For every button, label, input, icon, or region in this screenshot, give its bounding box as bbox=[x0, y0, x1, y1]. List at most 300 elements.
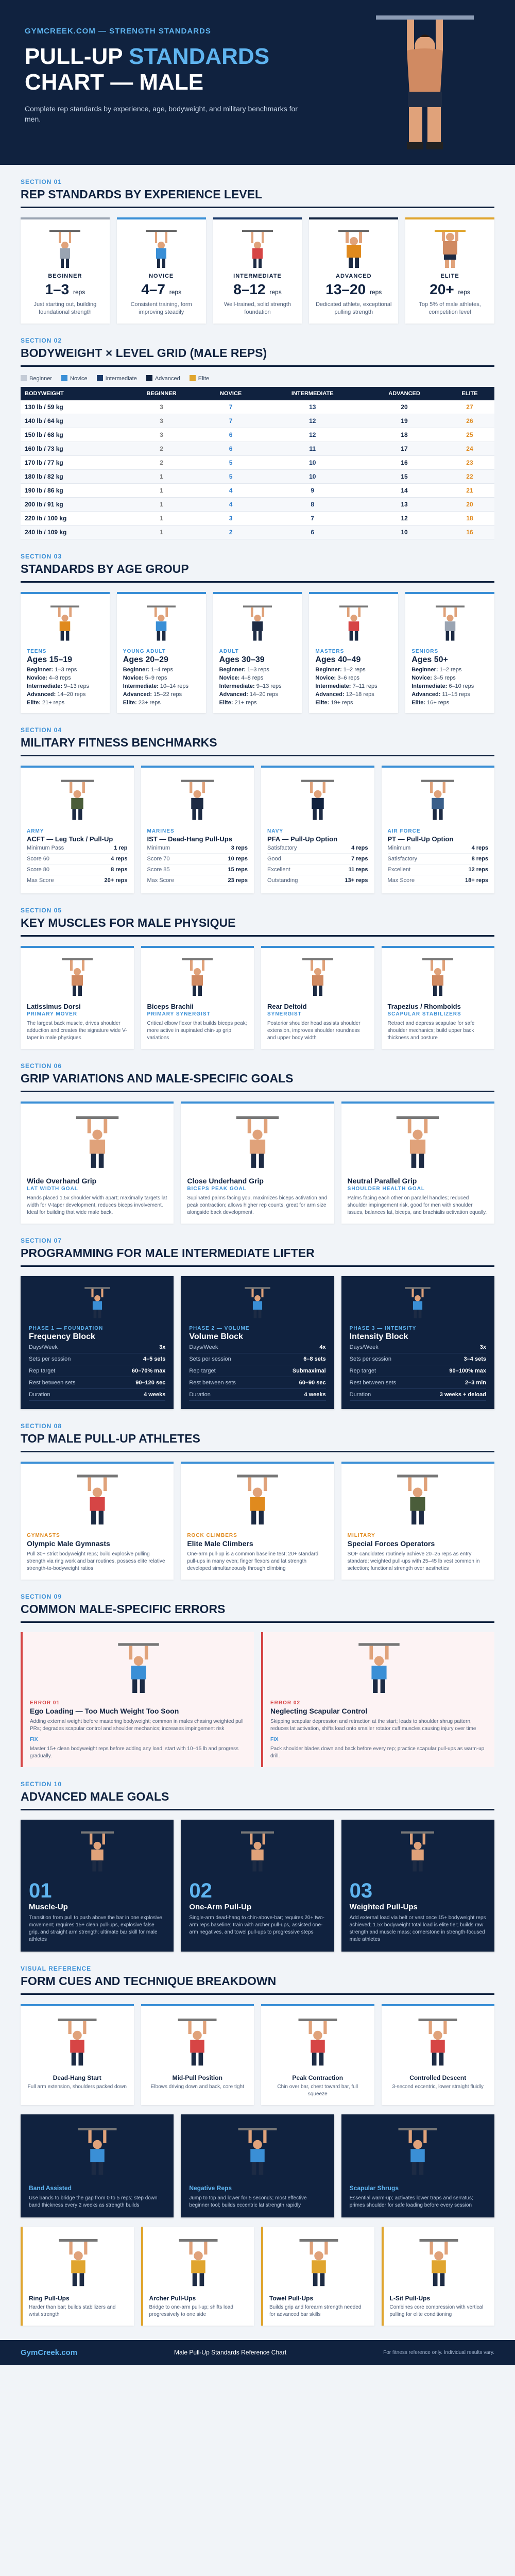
grip-desc: Hands placed 1.5x shoulder width apart; maximally targets lat width for V-taper development, reduces biceps involvement. Ideal for building that wide male back. bbox=[27, 1195, 167, 1215]
phase-row-label: Rep target bbox=[189, 1368, 216, 1374]
cue-name: Mid-Pull Position bbox=[172, 2074, 222, 2081]
benchmark-value: 8 reps bbox=[471, 856, 488, 862]
fix-desc: Master 15+ clean bodyweight reps before adding any load; start with 10–15 lb and progress gradually. bbox=[30, 1746, 238, 1759]
age-standard bbox=[27, 691, 104, 698]
benchmark-label: Score 85 bbox=[147, 867, 170, 873]
reps-cell: 2 bbox=[123, 456, 200, 470]
variation-desc: Combines core compression with vertical pulling for elite conditioning bbox=[389, 2304, 484, 2317]
benchmark-value: 3 reps bbox=[231, 845, 248, 851]
table-row bbox=[21, 456, 494, 470]
age-standard bbox=[27, 683, 104, 689]
muscle-cards bbox=[21, 946, 494, 1049]
error-tag: ERROR 02 bbox=[270, 1700, 301, 1706]
standard-level: Beginner: bbox=[219, 667, 246, 673]
standard-reps: 1–4 reps bbox=[149, 667, 174, 673]
phase-row bbox=[29, 1353, 165, 1365]
age-standard bbox=[411, 691, 488, 698]
legend-item: Beginner bbox=[21, 375, 52, 382]
goal-cards bbox=[21, 1820, 494, 1952]
progression-illustration bbox=[29, 2123, 165, 2179]
cue-name: Controlled Descent bbox=[409, 2074, 467, 2081]
reps-cell: 1 bbox=[123, 484, 200, 498]
benchmark-row bbox=[27, 854, 128, 865]
standard-level: Advanced: bbox=[27, 691, 56, 698]
table-row bbox=[21, 470, 494, 484]
phase-row-label: Duration bbox=[29, 1392, 50, 1398]
column-header: BEGINNER bbox=[123, 387, 200, 400]
goal-illustration bbox=[29, 1828, 165, 1874]
phase-row bbox=[189, 1365, 325, 1377]
age-illustration bbox=[219, 601, 296, 645]
error-tag: ERROR 01 bbox=[30, 1700, 60, 1706]
bodyweight-cell: 140 lb / 64 kg bbox=[21, 414, 123, 428]
grip-name: Wide Overhand Grip bbox=[27, 1177, 97, 1185]
age-standard bbox=[315, 675, 392, 681]
error-desc: Adding external weight before mastering bodyweight; common in males chasing weighted pull PRs; degrades scapular control and shoulder mechanics; increases impingement risk bbox=[30, 1719, 244, 1732]
athlete-illustration bbox=[187, 1471, 328, 1528]
standard-reps: 3–6 reps bbox=[336, 675, 360, 681]
benchmark-row bbox=[147, 843, 248, 854]
athlete-name: Olympic Male Gymnasts bbox=[27, 1539, 110, 1548]
age-standard bbox=[411, 675, 488, 681]
bodyweight-cell: 200 lb / 91 kg bbox=[21, 498, 123, 512]
table-row bbox=[21, 442, 494, 456]
variation-name: L-Sit Pull-Ups bbox=[389, 2295, 431, 2302]
fix-label: FIX bbox=[270, 1737, 279, 1742]
age-range: Ages 15–19 bbox=[27, 655, 73, 664]
reps-cell: 18 bbox=[445, 512, 494, 526]
progression-card bbox=[181, 2114, 334, 2217]
section-title: GRIP VARIATIONS AND MALE-SPECIFIC GOALS bbox=[21, 1072, 494, 1092]
reps-cell: 14 bbox=[364, 484, 445, 498]
standard-reps: 3–5 reps bbox=[432, 675, 456, 681]
age-card bbox=[213, 592, 302, 713]
age-standard bbox=[123, 675, 200, 681]
athlete-category: ROCK CLIMBERS bbox=[187, 1533, 237, 1538]
goal-name: Weighted Pull-Ups bbox=[349, 1903, 418, 1911]
cue-illustration bbox=[388, 2013, 489, 2070]
standard-level: Elite: bbox=[123, 700, 137, 706]
level-reps: 4–7 reps bbox=[141, 281, 182, 297]
form-cue-card bbox=[141, 2004, 254, 2105]
phase-name: Intensity Block bbox=[349, 1332, 408, 1341]
standard-level: Novice: bbox=[411, 675, 432, 681]
reps-cell: 27 bbox=[445, 400, 494, 414]
phase-row-value: 4 weeks bbox=[144, 1392, 166, 1398]
form-cue-card bbox=[261, 2004, 374, 2105]
phase-name: Volume Block bbox=[189, 1332, 243, 1341]
standard-level: Advanced: bbox=[315, 691, 345, 698]
reps-cell: 4 bbox=[200, 498, 261, 512]
grip-name: Neutral Parallel Grip bbox=[347, 1177, 417, 1185]
bodyweight-cell: 180 lb / 82 kg bbox=[21, 470, 123, 484]
age-tag: YOUNG ADULT bbox=[123, 649, 166, 654]
table-row bbox=[21, 414, 494, 428]
standard-level: Elite: bbox=[219, 700, 233, 706]
muscle-name: Biceps Brachii bbox=[147, 1003, 194, 1010]
standard-level: Intermediate: bbox=[315, 683, 351, 689]
athlete-icon bbox=[61, 777, 94, 822]
grip-goal: LAT WIDTH GOAL bbox=[27, 1186, 78, 1192]
muscle-illustration bbox=[27, 955, 128, 998]
level-cards bbox=[21, 217, 494, 324]
phase-name: Frequency Block bbox=[29, 1332, 95, 1341]
table-row bbox=[21, 428, 494, 442]
reps-cell: 23 bbox=[445, 456, 494, 470]
progression-cards bbox=[21, 2114, 494, 2217]
table-header-row bbox=[21, 387, 494, 400]
goal-card bbox=[341, 1820, 494, 1952]
benchmark-value: 13+ reps bbox=[345, 877, 368, 884]
test-name: ACFT — Leg Tuck / Pull-Up bbox=[27, 835, 113, 843]
athlete-name: Elite Male Climbers bbox=[187, 1539, 253, 1548]
grid-legend bbox=[21, 375, 494, 382]
phase-row-label: Sets per session bbox=[189, 1356, 231, 1362]
phase-tag: PHASE 3 — INTENSITY bbox=[349, 1326, 417, 1331]
standard-reps: 15–22 reps bbox=[152, 691, 182, 698]
column-header: NOVICE bbox=[200, 387, 261, 400]
phase-row-value: 2–3 min bbox=[465, 1380, 486, 1386]
section-age-groups bbox=[0, 539, 515, 713]
standard-reps: 9–13 reps bbox=[62, 683, 90, 689]
athlete-category: MILITARY bbox=[347, 1533, 375, 1538]
benchmark-row bbox=[147, 875, 248, 886]
athlete-icon bbox=[238, 2125, 277, 2177]
bodyweight-cell: 240 lb / 109 kg bbox=[21, 526, 123, 539]
standard-reps: 11–15 reps bbox=[440, 691, 470, 698]
standard-reps: 4–8 reps bbox=[47, 675, 71, 681]
progression-card bbox=[341, 2114, 494, 2217]
age-card bbox=[21, 592, 110, 713]
cue-desc: Elbows driving down and back, core tight bbox=[150, 2084, 244, 2090]
athlete-icon bbox=[298, 2016, 337, 2067]
age-standard bbox=[219, 675, 296, 681]
reps-cell: 22 bbox=[445, 470, 494, 484]
reps-cell: 13 bbox=[364, 498, 445, 512]
standard-level: Beginner: bbox=[315, 667, 342, 673]
cue-illustration bbox=[27, 2013, 128, 2070]
phase-row-label: Days/Week bbox=[349, 1344, 379, 1350]
standard-reps: 19+ reps bbox=[329, 700, 353, 706]
standard-reps: 9–13 reps bbox=[254, 683, 282, 689]
muscle-illustration bbox=[267, 955, 368, 998]
goal-number: 03 bbox=[349, 1879, 373, 1902]
goal-desc: Transition from pull to push above the bar in one explosive movement; requires 15+ clean pull-ups, explosive false grip, and straight arm strength; ultimate bar skill for male athletes bbox=[29, 1915, 162, 1942]
military-card bbox=[261, 766, 374, 893]
phase-card bbox=[21, 1276, 174, 1409]
benchmark-label: Score 80 bbox=[27, 867, 50, 873]
reps-cell: 9 bbox=[261, 484, 364, 498]
muscle-desc: The largest back muscle, drives shoulder adduction and creates the signature wide V-taper in male physiques bbox=[27, 1021, 127, 1041]
benchmark-label: Minimum bbox=[387, 845, 411, 851]
level-card-intermediate bbox=[213, 217, 302, 324]
test-name: IST — Dead-Hang Pull-Ups bbox=[147, 835, 232, 843]
benchmark-label: Excellent bbox=[267, 867, 290, 873]
title-accent: STANDARDS bbox=[129, 44, 270, 69]
level-reps: 8–12 reps bbox=[233, 281, 282, 297]
athlete-icon bbox=[339, 603, 368, 642]
variation-illustration bbox=[149, 2234, 248, 2291]
standard-level: Advanced: bbox=[219, 691, 248, 698]
variation-desc: Harder than bar; builds stabilizers and wrist strength bbox=[29, 2304, 116, 2317]
reps-cell: 3 bbox=[123, 428, 200, 442]
benchmark-value: 11 reps bbox=[348, 867, 368, 873]
bodyweight-cell: 220 lb / 100 kg bbox=[21, 512, 123, 526]
standard-reps: 1–2 reps bbox=[341, 667, 366, 673]
phase-row-value: 3x bbox=[479, 1344, 486, 1350]
phase-row bbox=[350, 1365, 486, 1377]
muscle-illustration bbox=[147, 955, 248, 998]
section-bodyweight-grid bbox=[0, 324, 515, 539]
athlete-icon bbox=[77, 1472, 118, 1527]
reps-cell: 24 bbox=[445, 442, 494, 456]
brand-label: GYMCREEK.COM — STRENGTH STANDARDS bbox=[25, 27, 211, 36]
cue-desc: 3-second eccentric, lower straight fluidly bbox=[392, 2084, 484, 2090]
goal-desc: Add external load via belt or vest once 15+ bodyweight reps achieved; 1.5x bodyweight total load is elite tier; builds raw strength and muscle mass; cornerstone in strength-focused male athletes bbox=[349, 1915, 486, 1942]
benchmark-value: 15 reps bbox=[228, 867, 248, 873]
muscle-desc: Posterior shoulder head assists shoulder extension, improves shoulder roundness and upper body width bbox=[267, 1021, 360, 1041]
legend-item: Advanced bbox=[146, 375, 180, 382]
phase-tag: PHASE 1 — FOUNDATION bbox=[29, 1326, 104, 1331]
age-tag: SENIORS bbox=[411, 649, 439, 654]
age-standard bbox=[411, 667, 488, 673]
athlete-icon bbox=[59, 2236, 98, 2288]
athlete-icon bbox=[237, 1472, 278, 1527]
level-name: ADVANCED bbox=[336, 273, 372, 279]
standard-level: Advanced: bbox=[123, 691, 152, 698]
age-range: Ages 20–29 bbox=[123, 655, 168, 664]
military-illustration bbox=[147, 775, 248, 824]
military-card bbox=[21, 766, 134, 893]
benchmark-label: Satisfactory bbox=[387, 856, 417, 862]
benchmark-row bbox=[147, 854, 248, 865]
legend-item: Elite bbox=[190, 375, 209, 382]
level-card-elite bbox=[405, 217, 494, 324]
standard-level: Novice: bbox=[219, 675, 240, 681]
level-name: INTERMEDIATE bbox=[233, 273, 282, 279]
reps-cell: 4 bbox=[200, 484, 261, 498]
bodyweight-cell: 170 lb / 77 kg bbox=[21, 456, 123, 470]
section-label: SECTION 05 bbox=[21, 907, 62, 914]
level-name: BEGINNER bbox=[48, 273, 82, 279]
phase-row-label: Days/Week bbox=[189, 1344, 218, 1350]
reps-cell: 15 bbox=[364, 470, 445, 484]
age-standard bbox=[411, 683, 488, 689]
phase-row-value: 6–8 sets bbox=[303, 1356, 326, 1362]
athlete-icon bbox=[421, 777, 454, 822]
athlete-icon bbox=[179, 2236, 218, 2288]
age-standard bbox=[27, 700, 104, 706]
standard-reps: 14–20 reps bbox=[248, 691, 278, 698]
level-card-advanced bbox=[309, 217, 398, 324]
benchmark-row bbox=[267, 843, 368, 854]
grip-illustration bbox=[348, 1111, 488, 1173]
goal-desc: Single-arm dead-hang to chin-above-bar; requires 20+ two-arm reps baseline; train with archer pull-ups, assisted one-arm negatives, and towel pull-ups to progressive steps bbox=[189, 1915, 324, 1935]
column-header: INTERMEDIATE bbox=[261, 387, 364, 400]
level-reps: 20+ reps bbox=[430, 281, 470, 297]
athlete-desc: SOF candidates routinely achieve 20–25 reps as entry standard; weighted pull-ups with 25–45 lb vest common in selection; functional strength over aesthetics bbox=[347, 1551, 480, 1571]
phase-row-value: 4x bbox=[319, 1344, 326, 1350]
age-tag: MASTERS bbox=[315, 649, 345, 654]
grip-cards bbox=[21, 1101, 494, 1224]
level-card-novice bbox=[117, 217, 206, 324]
phase-row bbox=[350, 1342, 486, 1353]
section-label: SECTION 02 bbox=[21, 337, 62, 344]
lifter-icon bbox=[146, 228, 177, 269]
progression-illustration bbox=[189, 2123, 325, 2179]
footer-brand[interactable]: GymCreek.com bbox=[21, 2348, 78, 2357]
level-card-beginner bbox=[21, 217, 110, 324]
error-name: Ego Loading — Too Much Weight Too Soon bbox=[30, 1707, 179, 1715]
athlete-icon bbox=[245, 1285, 270, 1319]
grip-desc: Palms facing each other on parallel handles; reduced shoulder impingement risk, good for men with shoulder issues, balances lat, biceps, and brachialis activation equally. bbox=[347, 1195, 487, 1215]
level-desc: Well-trained, solid strength foundation bbox=[224, 301, 291, 315]
bodyweight-cell: 130 lb / 59 kg bbox=[21, 400, 123, 414]
age-tag: TEENS bbox=[27, 649, 47, 654]
benchmark-value: 10 reps bbox=[228, 856, 248, 862]
form-cue-card bbox=[382, 2004, 495, 2105]
cue-illustration bbox=[267, 2013, 368, 2070]
benchmark-row bbox=[388, 843, 489, 854]
athlete-icon bbox=[301, 777, 334, 822]
standard-level: Intermediate: bbox=[219, 683, 255, 689]
level-desc: Just starting out, building foundational strength bbox=[33, 301, 97, 315]
age-standard bbox=[315, 683, 392, 689]
age-range: Ages 50+ bbox=[411, 655, 448, 664]
age-cards bbox=[21, 592, 494, 713]
athlete-illustration bbox=[27, 1471, 167, 1528]
phase-row-label: Rest between sets bbox=[189, 1380, 236, 1386]
athlete-icon bbox=[147, 603, 176, 642]
reps-cell: 1 bbox=[123, 512, 200, 526]
benchmark-value: 12 reps bbox=[468, 867, 488, 873]
reps-cell: 2 bbox=[200, 526, 261, 539]
progression-card bbox=[21, 2114, 174, 2217]
reps-cell: 3 bbox=[200, 512, 261, 526]
grip-illustration bbox=[27, 1111, 167, 1173]
variation-desc: Bridge to one-arm pull-up; shifts load progressively to one side bbox=[149, 2304, 233, 2317]
form-cue-card bbox=[21, 2004, 134, 2105]
branch-name: ARMY bbox=[27, 828, 44, 834]
section-programming bbox=[0, 1224, 515, 1409]
table-row bbox=[21, 400, 494, 414]
goal-card bbox=[21, 1820, 174, 1952]
muscle-card bbox=[141, 946, 254, 1049]
athlete-card bbox=[341, 1462, 494, 1580]
error-name: Neglecting Scapular Control bbox=[270, 1707, 368, 1715]
footer-disclaimer: For fitness reference only. Individual results vary. bbox=[383, 2349, 494, 2355]
benchmark-label: Score 70 bbox=[147, 856, 170, 862]
standard-level: Beginner: bbox=[411, 667, 438, 673]
section-title: STANDARDS BY AGE GROUP bbox=[21, 562, 494, 583]
reps-cell: 11 bbox=[261, 442, 364, 456]
age-illustration bbox=[27, 601, 104, 645]
page-subtitle: Complete rep standards by experience, age, bodyweight, and military benchmarks for men. bbox=[25, 105, 298, 123]
athlete-desc: Pull 30+ strict bodyweight reps; build explosive pulling strength via ring work and bar routines, possess elite relative strength-to-bodyweight ratios bbox=[27, 1551, 165, 1571]
standard-reps: 1–3 reps bbox=[53, 667, 77, 673]
progression-desc: Essential warm-up; activates lower traps and serratus; primes shoulder for safe loading before every session bbox=[349, 2195, 473, 2208]
reps-cell: 1 bbox=[123, 470, 200, 484]
benchmark-row bbox=[27, 843, 128, 854]
standard-reps: 12–18 reps bbox=[344, 691, 374, 698]
error-illustration bbox=[270, 1639, 487, 1696]
age-standard bbox=[219, 691, 296, 698]
goal-number: 01 bbox=[29, 1879, 52, 1902]
age-standard bbox=[219, 683, 296, 689]
age-standard bbox=[123, 700, 200, 706]
grip-card bbox=[21, 1101, 174, 1224]
phase-illustration bbox=[189, 1284, 325, 1320]
reps-cell: 26 bbox=[445, 414, 494, 428]
phase-card bbox=[341, 1276, 494, 1409]
military-card bbox=[382, 766, 495, 893]
section-label: SECTION 09 bbox=[21, 1593, 62, 1600]
section-label: SECTION 01 bbox=[21, 178, 62, 185]
level-name: NOVICE bbox=[149, 273, 174, 279]
table-row bbox=[21, 498, 494, 512]
athlete-icon bbox=[78, 2125, 117, 2177]
age-card bbox=[309, 592, 398, 713]
phase-row bbox=[29, 1377, 165, 1389]
hero bbox=[0, 0, 515, 165]
grip-goal: SHOULDER HEALTH GOAL bbox=[347, 1186, 425, 1192]
grip-illustration bbox=[187, 1111, 328, 1173]
age-standard bbox=[219, 667, 296, 673]
variation-illustration bbox=[269, 2234, 368, 2291]
reps-cell: 10 bbox=[261, 470, 364, 484]
section-goals bbox=[0, 1767, 515, 1952]
reps-cell: 5 bbox=[200, 470, 261, 484]
benchmark-row bbox=[267, 854, 368, 865]
form-cue-cards bbox=[21, 2004, 494, 2105]
section-errors bbox=[0, 1580, 515, 1767]
age-standard bbox=[315, 700, 392, 706]
age-range: Ages 40–49 bbox=[315, 655, 361, 664]
reps-cell: 25 bbox=[445, 428, 494, 442]
phase-row-label: Sets per session bbox=[349, 1356, 391, 1362]
variation-card bbox=[261, 2227, 374, 2326]
legend-item: Novice bbox=[61, 375, 88, 382]
bodyweight-cell: 190 lb / 86 kg bbox=[21, 484, 123, 498]
variation-desc: Builds grip and forearm strength needed for advanced bar skills bbox=[269, 2304, 362, 2317]
table-row bbox=[21, 526, 494, 539]
phase-row-value: 90–120 sec bbox=[135, 1380, 166, 1386]
benchmark-value: 4 reps bbox=[351, 845, 368, 851]
phase-illustration bbox=[29, 1284, 165, 1320]
table-row bbox=[21, 484, 494, 498]
section-title: REP STANDARDS BY EXPERIENCE LEVEL bbox=[21, 188, 494, 208]
section-grips bbox=[0, 1049, 515, 1224]
section-title: KEY MUSCLES FOR MALE PHYSIQUE bbox=[21, 916, 494, 937]
athlete-icon bbox=[234, 1113, 281, 1170]
benchmark-label: Minimum Pass bbox=[27, 845, 64, 851]
grip-goal: BICEPS PEAK GOAL bbox=[187, 1186, 247, 1192]
progression-name: Band Assisted bbox=[29, 2184, 72, 2192]
reps-cell: 3 bbox=[123, 400, 200, 414]
column-header: ADVANCED bbox=[364, 387, 445, 400]
standard-reps: 21+ reps bbox=[40, 700, 65, 706]
muscle-illustration bbox=[388, 955, 489, 998]
athlete-cards bbox=[21, 1462, 494, 1580]
age-tag: ADULT bbox=[219, 649, 239, 654]
age-standard bbox=[123, 691, 200, 698]
phase-cards bbox=[21, 1276, 494, 1409]
benchmark-row bbox=[267, 875, 368, 886]
goal-number: 02 bbox=[189, 1879, 212, 1902]
title-part1: PULL-UP bbox=[25, 44, 129, 69]
athlete-icon bbox=[243, 603, 272, 642]
benchmark-value: 8 reps bbox=[111, 867, 128, 873]
